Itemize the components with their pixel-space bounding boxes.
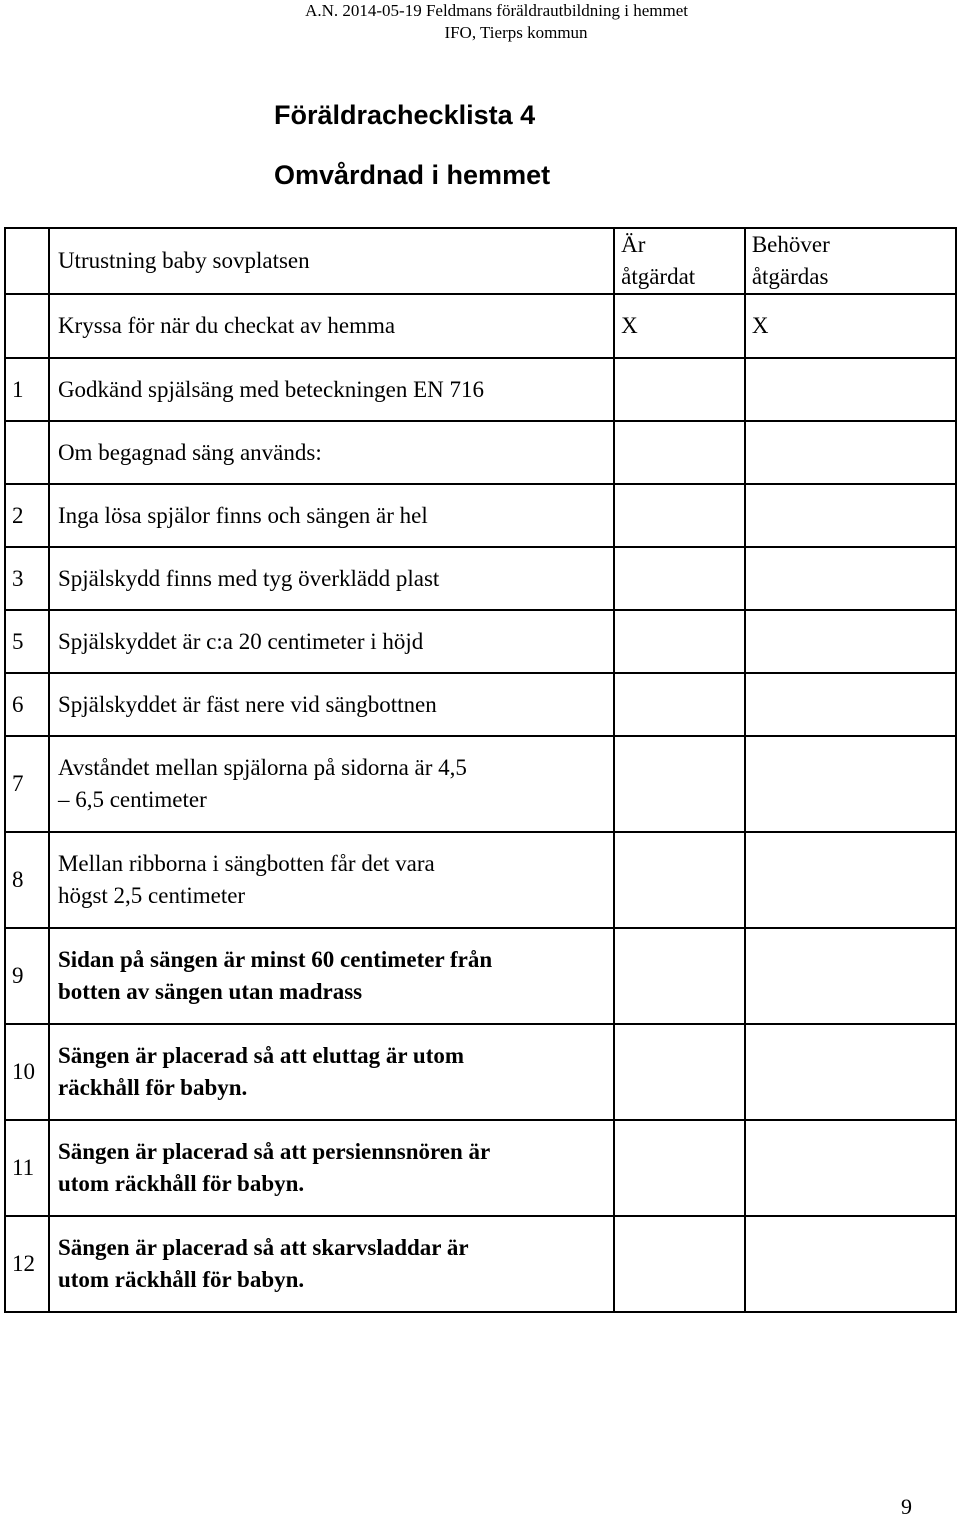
mark-done-cell — [614, 294, 745, 358]
row-number: 5 — [5, 610, 49, 673]
page-number: 9 — [901, 1494, 912, 1519]
row-text — [49, 547, 614, 610]
row-text — [49, 1216, 614, 1312]
row-number — [5, 421, 49, 484]
row-number: 3 — [5, 547, 49, 610]
row-text-line: Spjälskyddet är c:a 20 centimeter i höjd — [57, 628, 424, 654]
table-heading: Utrustning baby sovplatsen — [49, 228, 614, 294]
mark-done: X — [621, 313, 638, 338]
column-header-done-line-2: åtgärdat — [621, 264, 696, 289]
column-header-need-line-1: Behöver — [751, 232, 830, 257]
row-text — [49, 610, 614, 673]
row-text-line: Sängen är placerad så att persiennsnören är — [57, 1139, 491, 1164]
checkbox-cell-need[interactable] — [745, 1024, 956, 1120]
row-number: 6 — [5, 673, 49, 736]
instruction-text: Kryssa för när du checkat av hemma — [49, 294, 614, 358]
table-row — [5, 928, 956, 1024]
checkbox-cell-done[interactable] — [614, 1216, 745, 1312]
checkbox-cell-done[interactable] — [614, 610, 745, 673]
checkbox-cell-done[interactable] — [614, 832, 745, 928]
row-number: 8 — [5, 832, 49, 928]
row-text-line: högst 2,5 centimeter — [57, 883, 246, 908]
row-text-line: Spjälskyddet är fäst nere vid sängbottnen — [57, 691, 437, 717]
document-header-line-2: IFO, Tierps kommun — [444, 23, 588, 42]
table-row — [5, 1024, 956, 1120]
checkbox-cell-need[interactable] — [745, 928, 956, 1024]
row-text — [49, 736, 614, 832]
checkbox-cell-done[interactable] — [614, 1024, 745, 1120]
checkbox-cell-need[interactable] — [745, 673, 956, 736]
checkbox-cell-done[interactable] — [614, 421, 745, 484]
row-text-line: Sängen är placerad så att eluttag är utom — [57, 1043, 465, 1068]
table-row — [5, 1120, 956, 1216]
checkbox-cell-need[interactable] — [745, 547, 956, 610]
checkbox-cell-done[interactable] — [614, 358, 745, 421]
row-text — [49, 1120, 614, 1216]
page-subtitle: Omvårdnad i hemmet — [274, 160, 551, 190]
row-text — [49, 421, 614, 484]
checkbox-cell-done[interactable] — [614, 547, 745, 610]
row-text — [49, 673, 614, 736]
row-text — [49, 484, 614, 547]
row-text-line: Godkänd spjälsäng med beteckningen EN 716 — [57, 376, 484, 402]
checkbox-cell-need[interactable] — [745, 1120, 956, 1216]
column-header-done — [614, 228, 745, 294]
table-row — [5, 484, 956, 547]
table-row — [5, 736, 956, 832]
row-text-line: Om begagnad säng används: — [57, 439, 322, 465]
checkbox-cell-need[interactable] — [745, 358, 956, 421]
row-number: 9 — [5, 928, 49, 1024]
row-text-line: botten av sängen utan madrass — [57, 979, 363, 1004]
column-header-need — [745, 228, 956, 294]
table-row — [5, 610, 956, 673]
mark-need-cell — [745, 294, 956, 358]
checkbox-cell-done[interactable] — [614, 484, 745, 547]
row-number: 7 — [5, 736, 49, 832]
checkbox-cell-need[interactable] — [745, 610, 956, 673]
row-text-line: – 6,5 centimeter — [57, 787, 207, 812]
table-row — [5, 1216, 956, 1312]
row-number: 12 — [5, 1216, 49, 1312]
column-header-done-line-1: Är — [621, 232, 646, 257]
row-number: 11 — [5, 1120, 49, 1216]
row-text-line: Avståndet mellan spjälorna på sidorna är 4,5 — [57, 755, 467, 780]
document-header-line-1: A.N. 2014-05-19 Feldmans föräldrautbildning i hemmet — [305, 1, 688, 20]
checkbox-cell-done[interactable] — [614, 673, 745, 736]
instruction-row — [5, 294, 956, 358]
table-row — [5, 832, 956, 928]
checkbox-cell-done[interactable] — [614, 736, 745, 832]
row-text-line: utom räckhåll för babyn. — [57, 1267, 305, 1292]
row-text — [49, 928, 614, 1024]
column-header-need-line-2: åtgärdas — [751, 264, 829, 289]
row-text-line: utom räckhåll för babyn. — [57, 1171, 305, 1196]
table-row — [5, 547, 956, 610]
row-text-line: Spjälskydd finns med tyg överklädd plast — [57, 565, 440, 591]
table-header-row — [5, 228, 956, 294]
checkbox-cell-need[interactable] — [745, 1216, 956, 1312]
checkbox-cell-need[interactable] — [745, 832, 956, 928]
row-text — [49, 832, 614, 928]
checkbox-cell-done[interactable] — [614, 928, 745, 1024]
checkbox-cell-need[interactable] — [745, 736, 956, 832]
row-number: 2 — [5, 484, 49, 547]
row-text — [49, 1024, 614, 1120]
row-text-line: räckhåll för babyn. — [57, 1075, 248, 1100]
page-title: Föräldrachecklista 4 — [274, 100, 536, 130]
mark-need: X — [751, 313, 769, 338]
row-text-line: Mellan ribborna i sängbotten får det vara — [57, 851, 435, 876]
checkbox-cell-need[interactable] — [745, 421, 956, 484]
row-text — [49, 358, 614, 421]
row-number: 10 — [5, 1024, 49, 1120]
checkbox-cell-need[interactable] — [745, 484, 956, 547]
checkbox-cell-done[interactable] — [614, 1120, 745, 1216]
row-number: 1 — [5, 358, 49, 421]
table-row — [5, 358, 956, 421]
instruction-num-cell — [5, 294, 49, 358]
row-text-line: Sidan på sängen är minst 60 centimeter från — [57, 947, 493, 972]
row-text-line: Inga lösa spjälor finns och sängen är hel — [57, 502, 428, 528]
header-num-cell — [5, 228, 49, 294]
row-text-line: Sängen är placerad så att skarvsladdar är — [57, 1235, 469, 1260]
checklist-table — [4, 227, 957, 1313]
table-row — [5, 421, 956, 484]
table-row — [5, 673, 956, 736]
